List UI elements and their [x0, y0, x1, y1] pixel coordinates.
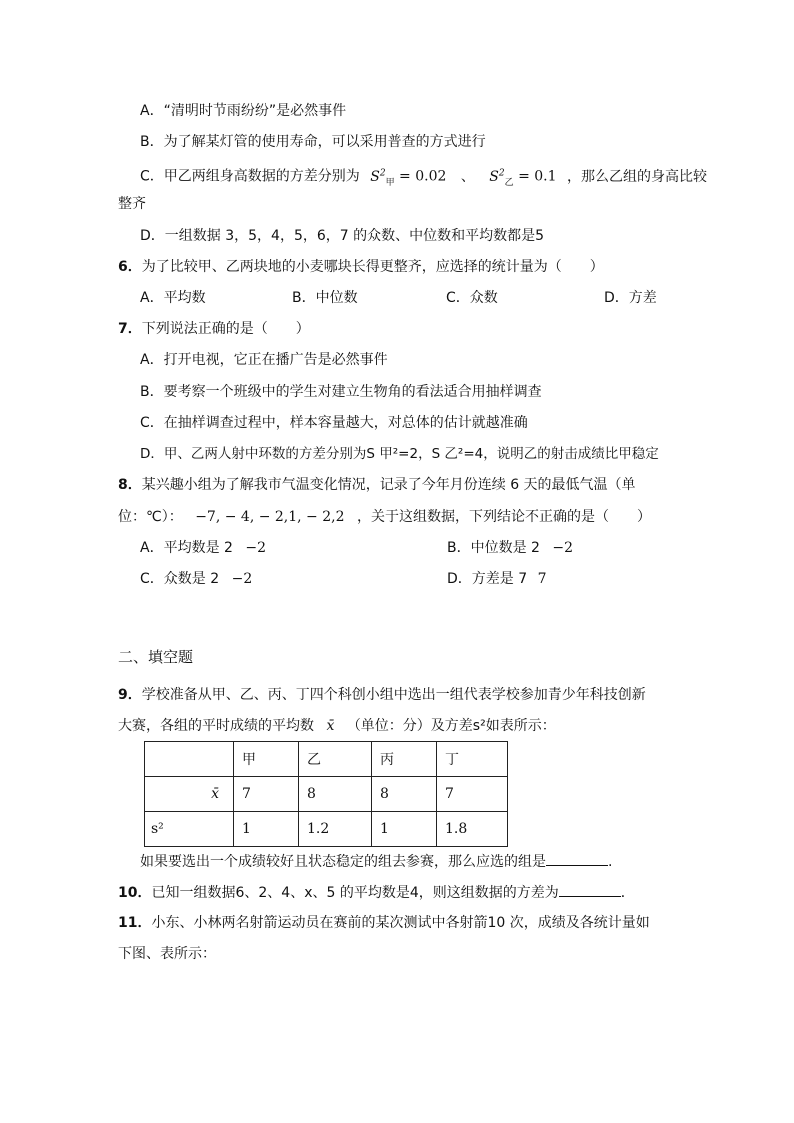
option-text: A．平均数是 2	[140, 540, 233, 556]
q9-stem-line1	[118, 685, 646, 705]
q5-option-a: A．“清明时节雨纷纷”是必然事件	[140, 103, 347, 119]
stats-table	[144, 741, 508, 847]
q9-stem-line2	[118, 716, 556, 736]
table-cell	[145, 742, 234, 777]
table-cell: 8	[372, 777, 437, 812]
q10-stem	[118, 882, 635, 903]
q6-stem	[118, 257, 604, 277]
q7-option-c: C．在抽样调查过程中，样本容量越大，对总体的估计就越准确	[140, 415, 528, 431]
question-text: 如果要选出一个成绩较好且状态稳定的组去参赛，那么应选的组是	[140, 854, 546, 870]
question-text: ，关于这组数据，下列结论不正确的是（ ）	[356, 509, 651, 525]
q5-option-c-continuation: 整齐	[118, 196, 146, 212]
option-text: C．众数是 2	[140, 571, 220, 587]
q8-option-c	[140, 569, 252, 589]
temperature-data: −7, − 4, − 2,1, − 2,2	[195, 509, 345, 525]
question-text: 大赛，各组的平时成绩的平均数	[118, 718, 314, 734]
variance-value-yi: = 0.1	[518, 168, 557, 185]
question-text: 某兴趣小组为了解我市气温变化情况，记录了今年月份连续 6 天的最低气温（单	[141, 477, 636, 493]
table-row	[145, 777, 508, 812]
mean-symbol: x̄	[326, 718, 335, 734]
option-value: −2	[231, 571, 253, 587]
section-title: 二、填空题	[118, 648, 194, 666]
question-text: 学校准备从甲、乙、丙、丁四个科创小组中选出一组代表学校参加青少年科技创新	[141, 687, 646, 703]
answer-blank[interactable]	[546, 851, 608, 866]
q5-option-c-suffix: ，那么乙组的身高比较	[567, 168, 707, 185]
q7-option-d: D．甲、乙两人射中环数的方差分别为S 甲²=2，S 乙²=4，说明乙的射击成绩比甲稳定	[140, 446, 659, 462]
table-cell: 1	[234, 812, 299, 847]
q5-option-c-separator: 、	[460, 168, 475, 185]
question-number: 10．	[118, 885, 152, 901]
q5-option-b: B．为了解某灯管的使用寿命，可以采用普查的方式进行	[140, 134, 486, 150]
option-text: B．中位数是 2	[447, 540, 540, 556]
q6-option-c: C．众数	[446, 290, 498, 306]
table-cell: 1	[372, 812, 437, 847]
q8-stem-line2	[118, 507, 651, 527]
q7-option-a: A．打开电视，它正在播广告是必然事件	[140, 352, 388, 368]
question-text: 小东、小林两名射箭运动员在赛前的某次测试中各射箭10 次，成绩及各统计量如	[151, 915, 650, 931]
table-cell: 7	[234, 777, 299, 812]
table-cell: 7	[437, 777, 508, 812]
q11-stem-line2: 下图、表所示：	[118, 946, 216, 962]
table-header-row	[145, 742, 508, 777]
question-end: .	[608, 854, 613, 870]
q7-stem	[118, 319, 310, 339]
option-value: −2	[245, 540, 267, 556]
table-cell: 8	[299, 777, 372, 812]
q11-stem-line1	[118, 913, 650, 933]
question-number: 11．	[118, 915, 152, 931]
table-cell: 1.8	[437, 812, 508, 847]
table-cell: 1.2	[299, 812, 372, 847]
q8-option-a	[140, 538, 266, 558]
q5-option-d: D．一组数据 3，5，4，5，6，7 的众数、中位数和平均数都是5	[140, 228, 545, 244]
q6-option-b: B．中位数	[292, 290, 358, 306]
question-number: 7．	[118, 321, 142, 337]
q9-stem-line3	[140, 851, 612, 872]
table-row	[145, 812, 508, 847]
row-label-variance: s²	[145, 812, 234, 847]
option-value: −2	[552, 540, 574, 556]
q8-option-d	[447, 569, 547, 589]
unit-label: 位：℃）：	[118, 509, 183, 525]
question-number: 6．	[118, 259, 142, 275]
question-text: 下列说法正确的是（ ）	[141, 321, 310, 337]
question-number: 8．	[118, 477, 142, 493]
q6-option-a: A．平均数	[140, 290, 206, 306]
row-label-mean: x̄	[145, 777, 234, 812]
question-text: （单位：分）及方差s²如表所示：	[346, 718, 556, 734]
question-text: 为了比较甲、乙两块地的小麦哪块长得更整齐，应选择的统计量为（ ）	[141, 259, 604, 275]
variance-symbol-jia: $S^2_甲$	[370, 168, 395, 188]
q6-option-d: D．方差	[604, 290, 657, 306]
question-text: 已知一组数据6、2、4、x、5 的平均数是4，则这组数据的方差为	[151, 885, 559, 901]
table-header-cell: 甲	[234, 742, 299, 777]
variance-symbol-yi: $S^2_乙$	[489, 168, 514, 188]
q8-stem-line1	[118, 475, 636, 495]
q5-option-c	[140, 163, 707, 192]
option-value: 7	[537, 571, 547, 587]
table-header-cell: 丙	[372, 742, 437, 777]
q5-option-c-prefix: C．甲乙两组身高数据的方差分别为	[140, 168, 360, 185]
option-text: D．方差是 7	[447, 571, 528, 587]
table-header-cell: 乙	[299, 742, 372, 777]
question-end: ．	[620, 885, 635, 901]
q7-option-b: B．要考察一个班级中的学生对建立生物角的看法适合用抽样调查	[140, 384, 542, 400]
question-number: 9．	[118, 687, 142, 703]
table-header-cell: 丁	[437, 742, 508, 777]
q8-option-b	[447, 538, 573, 558]
answer-blank[interactable]	[559, 882, 621, 897]
variance-value-jia: = 0.02	[399, 168, 447, 185]
